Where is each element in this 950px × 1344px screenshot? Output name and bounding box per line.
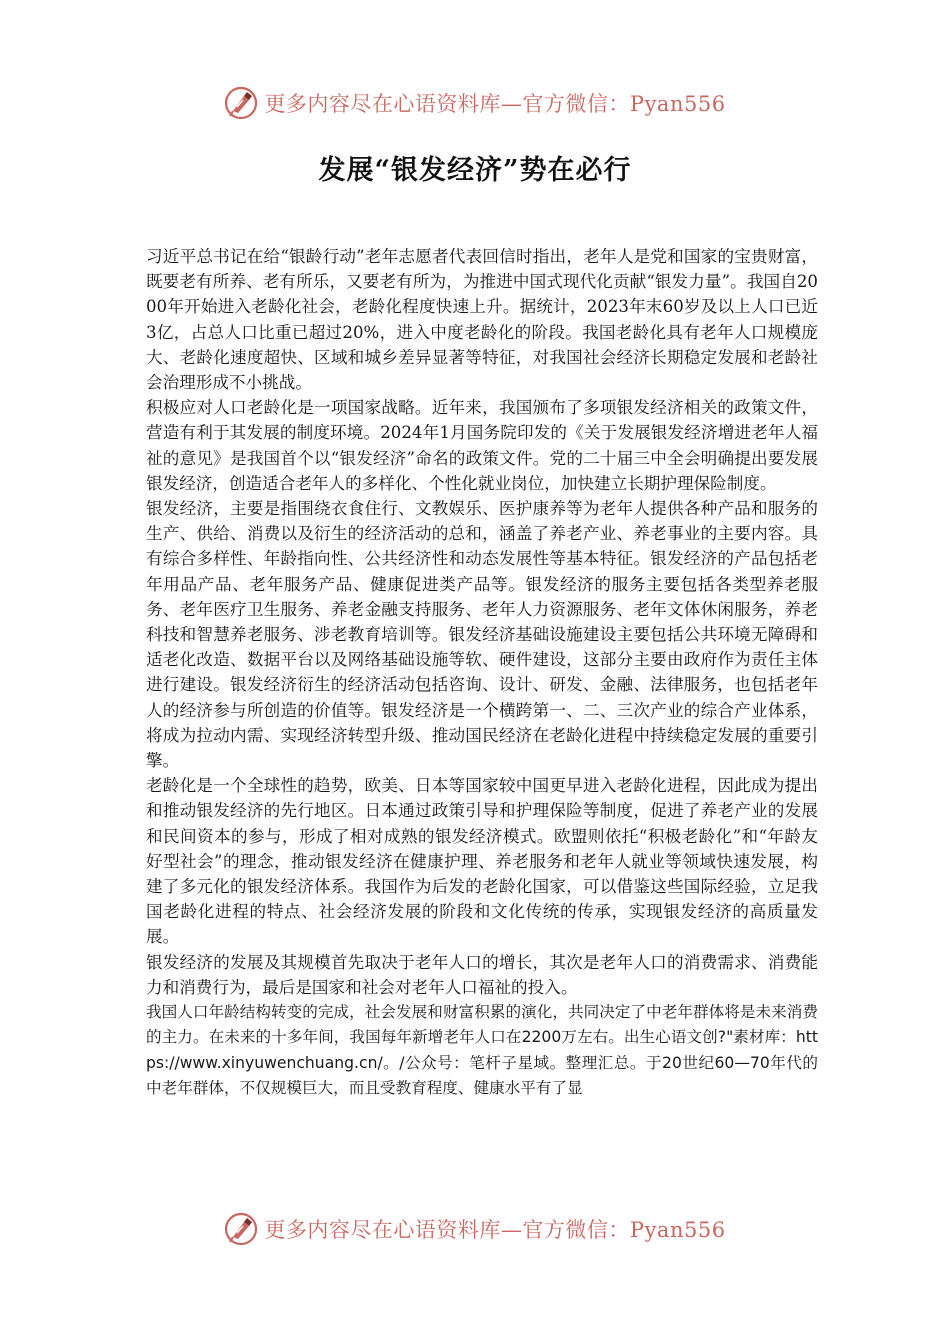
paragraph-3: 银发经济，主要是指围绕衣食住行、文教娱乐、医护康养等为老年人提供各种产品和服务的生产、供给、消费以及衍生的经济活动的总和，涵盖了养老产业、养老事业的主要内容。具有综合多样性、年龄指向性、公共经济性和动态发展性等基本特征。银发经济的产品包括老年用品产品、老年服务产品、健康促进类产品等。银发经济的服务主要包括各类型养老服务、老年医疗卫生服务、养老金融支持服务、老年人力资源服务、老年文体休闲服务，养老科技和智慧养老服务、涉老教育培训等。银发经济基础设施建设主要包括公共环境无障碍和适老化改造、数据平台以及网络基础设施等软、硬件建设，这部分主要由政府作为责任主体进行建设。银发经济衍生的经济活动包括咨询、设计、研发、金融、法律服务，也包括老年人的经济参与所创造的价值等。银发经济是一个横跨第一、二、三次产业的综合产业体系，将成为拉动内需、实现经济转型升级、推动国民经济在老龄化进程中持续稳定发展的重要引擎。 [146, 499, 818, 771]
banner-text: 更多内容尽在心语资料库—官方微信：Pyan556 [264, 1218, 726, 1242]
pen-nib-logo-icon [224, 1212, 258, 1246]
paragraph-6: 我国人口年龄结构转变的完成，社会发展和财富积累的演化，共同决定了中老年群体将是未来消费的主力。在未来的十多年间，我国每年新增老年人口在2200万左右。出生心语文创?"素材库：https://www.xinyuwenchuang.cn/。/公众号：笔杆子星域。整理汇总。于20世纪60—70年代的中老年群体，不仅规模巨大，而且受教育程度、健康水平有了显 [146, 1003, 818, 1097]
header-banner [0, 83, 950, 123]
paragraph-1: 习近平总书记在给“银龄行动”老年志愿者代表回信时指出，老年人是党和国家的宝贵财富，既要老有所养、老有所乐，又要老有所为，为推进中国式现代化贡献“银发力量”。我国自2000年开始进入老龄化社会，老龄化程度快速上升。据统计，2023年末60岁及以上人口已近3亿，占总人口比重已超过20%，进入中度老龄化的阶段。我国老龄化具有老年人口规模庞大、老龄化速度超快、区域和城乡差异显著等特征，对我国社会经济长期稳定发展和老龄社会治理形成不小挑战。 [146, 247, 818, 393]
page-title: 发展“银发经济”势在必行 [318, 155, 632, 186]
paragraph-6-container [146, 1000, 818, 1101]
pen-nib-logo-icon [224, 86, 258, 120]
paragraph-4: 老龄化是一个全球性的趋势，欧美、日本等国家较中国更早进入老龄化进程，因此成为提出和推动银发经济的先行地区。日本通过政策引导和护理保险等制度，促进了养老产业的发展和民间资本的参与，形成了相对成熟的银发经济模式。欧盟则依托“积极老龄化”和“年龄友好型社会”的理念，推动银发经济在健康护理、养老服务和老年人就业等领域快速发展，构建了多元化的银发经济体系。我国作为后发的老龄化国家，可以借鉴这些国际经验，立足我国老龄化进程的特点、社会经济发展的阶段和文化传统的传承，实现银发经济的高质量发展。 [146, 776, 818, 947]
footer-banner [0, 1209, 950, 1249]
paragraph-5: 银发经济的发展及其规模首先取决于老年人口的增长，其次是老年人口的消费需求、消费能力和消费行为，最后是国家和社会对老年人口福祉的投入。 [146, 952, 818, 997]
article-body [146, 244, 818, 1101]
paragraph-2: 积极应对人口老龄化是一项国家战略。近年来，我国颁布了多项银发经济相关的政策文件，营造有利于其发展的制度环境。2024年1月国务院印发的《关于发展银发经济增进老年人福祉的意见》是我国首个以“银发经济”命名的政策文件。党的二十届三中全会明确提出要发展银发经济，创造适合老年人的多样化、个性化就业岗位，加快建立长期护理保险制度。 [146, 398, 818, 493]
banner-text: 更多内容尽在心语资料库—官方微信：Pyan556 [264, 92, 726, 116]
